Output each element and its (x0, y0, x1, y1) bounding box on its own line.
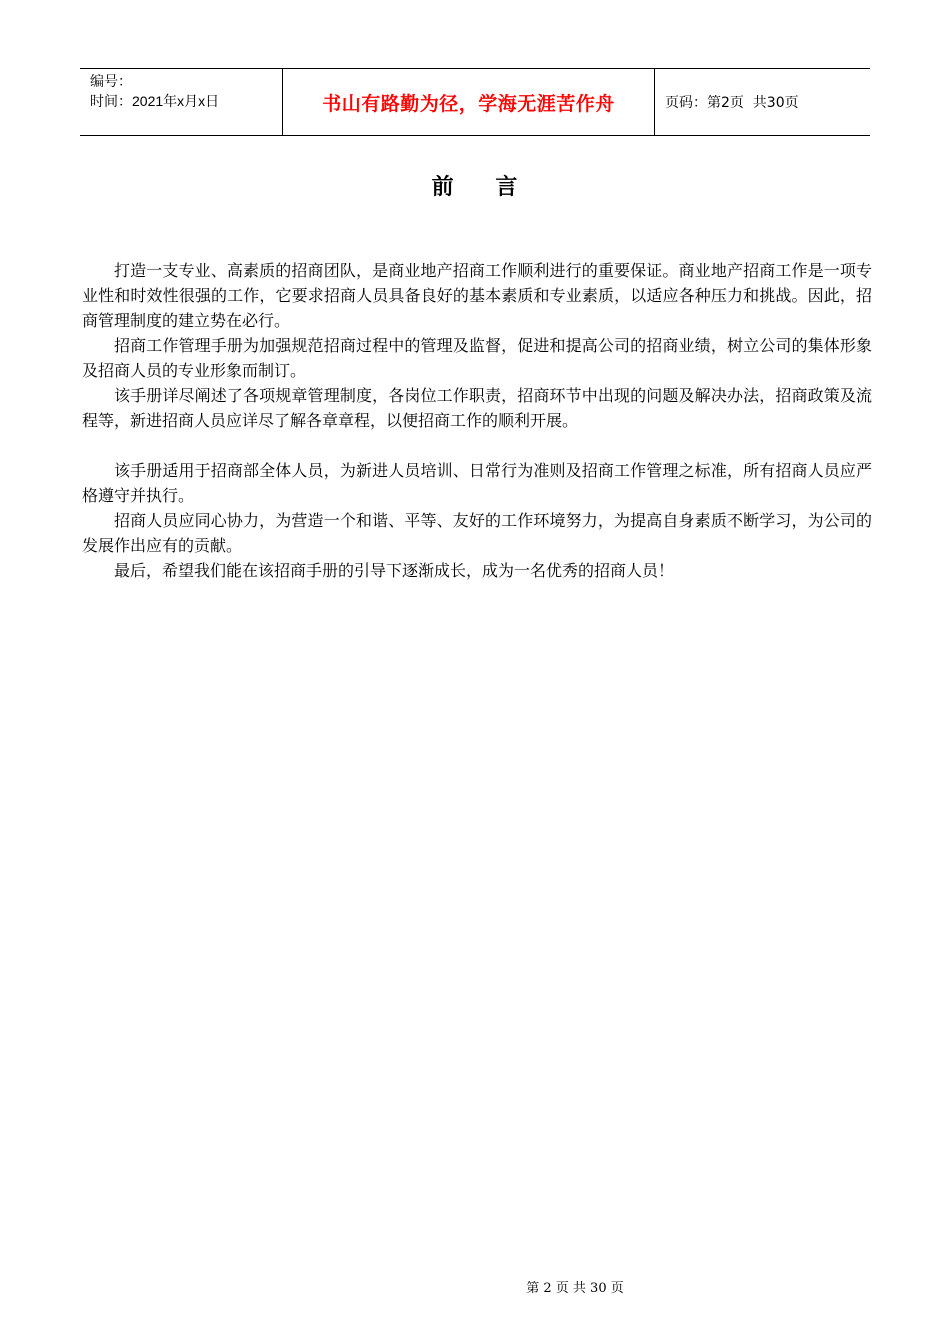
header-motto-cell (282, 69, 655, 135)
header-page-cell (655, 69, 870, 135)
page-title: 前 言 (431, 174, 519, 200)
document-body (82, 258, 872, 583)
header-meta-cell (80, 69, 282, 135)
page-footer (0, 1277, 950, 1296)
document-header (80, 68, 870, 136)
paragraph: 打造一支专业、高素质的招商团队，是商业地产招商工作顺利进行的重要保证。商业地产招商工作是一项专业性和时效性很强的工作，它要求招商人员具备良好的基本素质和专业素质，以适应各种压力和挑战。因此，招商管理制度的建立势在必行。 (82, 261, 872, 330)
paragraph: 该手册适用于招商部全体人员，为新进人员培训、日常行为准则及招商工作管理之标准，所有招商人员应严格遵守并执行。 (82, 461, 872, 505)
page-label: 页码：第2页 共30页 (665, 95, 799, 111)
number-label: 编号： (90, 73, 132, 89)
paragraph: 招商人员应同心协力，为营造一个和谐、平等、友好的工作环境努力，为提高自身素质不断学习，为公司的发展作出应有的贡献。 (82, 511, 872, 555)
paragraph: 最后，希望我们能在该招商手册的引导下逐渐成长，成为一名优秀的招商人员！ (114, 561, 675, 580)
time-label: 时间：2021年x月x日 (90, 93, 220, 109)
paragraph: 招商工作管理手册为加强规范招商过程中的管理及监督，促进和提高公司的招商业绩，树立公司的集体形象及招商人员的专业形象而制订。 (82, 336, 872, 380)
motto-text: 书山有路勤为径，学海无涯苦作舟 (322, 92, 615, 115)
paragraph: 该手册详尽阐述了各项规章管理制度，各岗位工作职责，招商环节中出现的问题及解决办法，招商政策及流程等，新进招商人员应详尽了解各章章程，以便招商工作的顺利开展。 (82, 386, 872, 430)
footer-page-number: 第 2 页 共 30 页 (526, 1281, 624, 1296)
